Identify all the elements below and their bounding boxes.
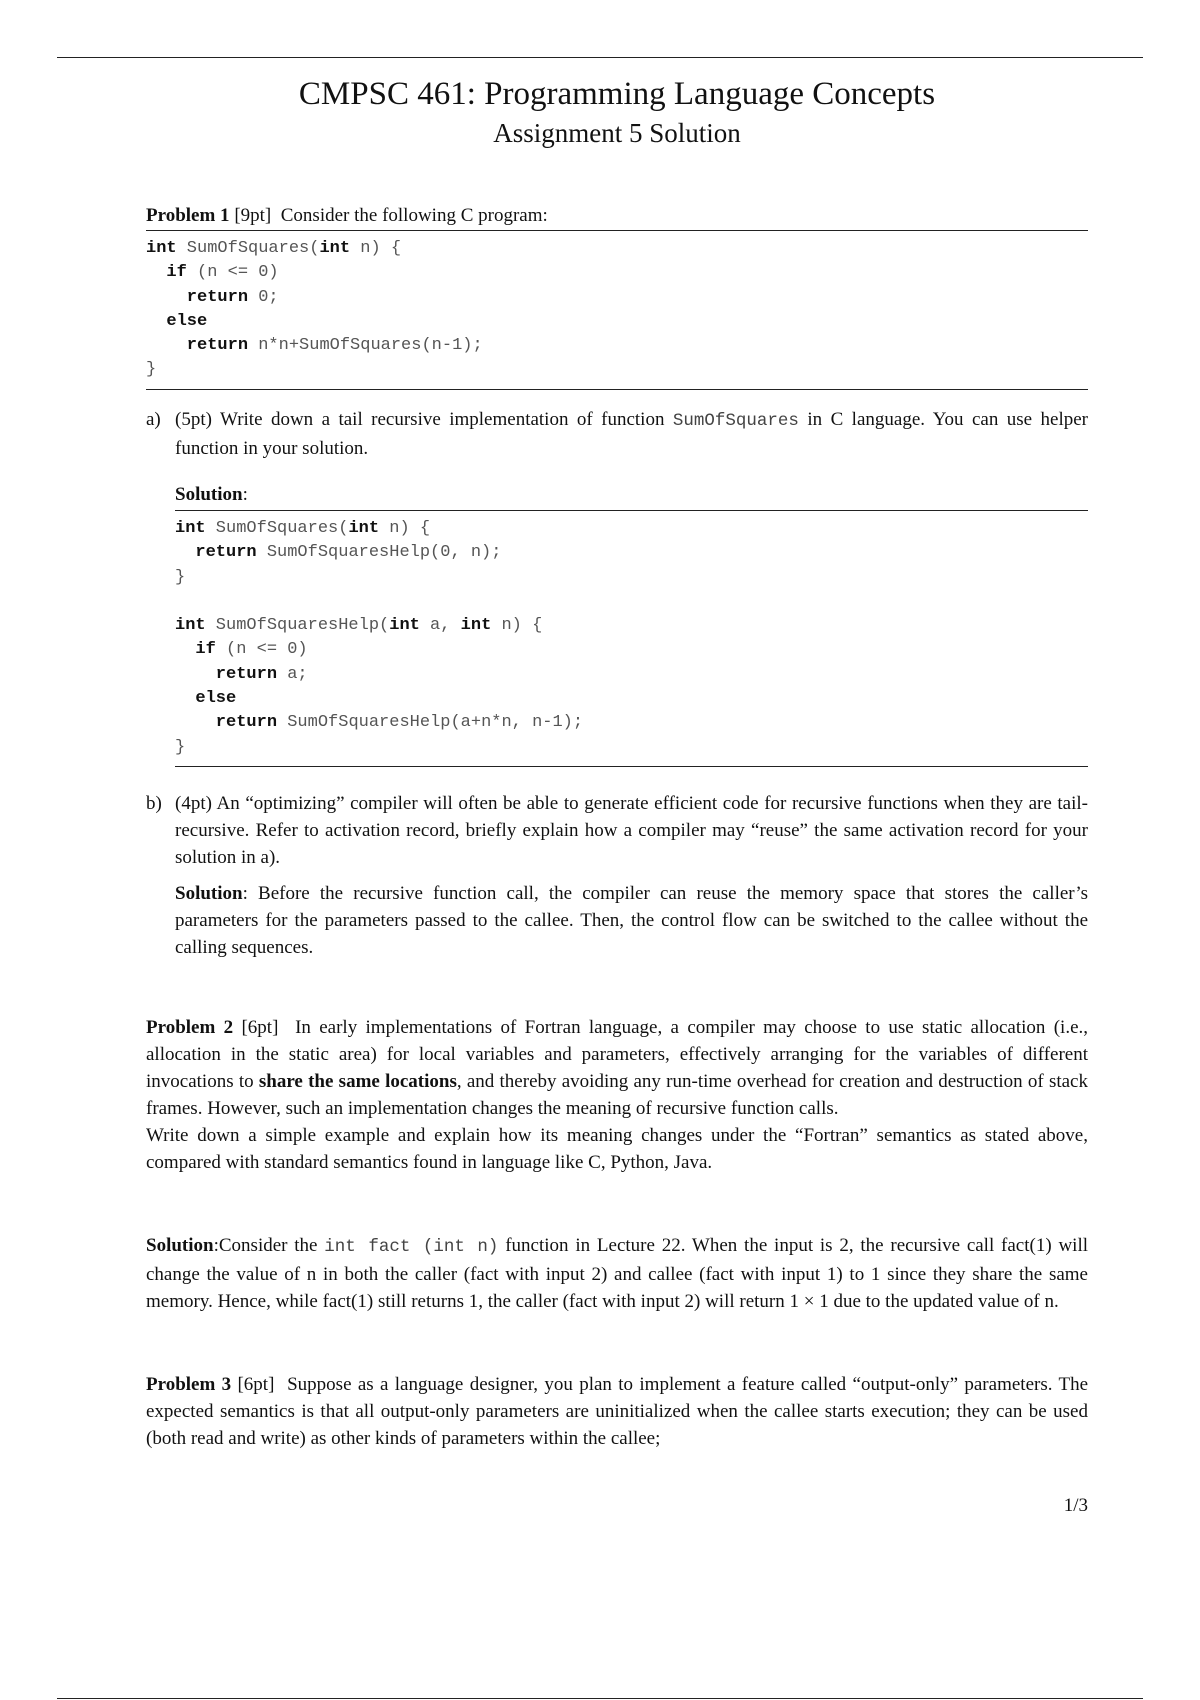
problem1-intro-text: Consider the following C program: — [280, 205, 548, 226]
part-b-solution-label: Solution — [175, 883, 243, 904]
document-subtitle: Assignment 5 Solution — [493, 118, 741, 148]
page-number: 1/3 — [1063, 1495, 1088, 1516]
code-text: } — [146, 360, 157, 380]
problem2-text-3: Write down a simple example and explain how its meaning changes under the “Fortran” semantics as stated above, compared with standard semantics found in language like C, Python, Java. — [146, 1125, 1088, 1173]
code-keyword: return — [175, 664, 278, 684]
problem2-solution-label: Solution — [146, 1235, 214, 1256]
code-text: SumOfSquaresHelp( — [205, 616, 390, 636]
problem2-text-2: , and thereby avoiding any run-time overhead for creation and destruction of stack frames. However, such an implementation changes the meaning of recursive function calls. — [146, 1071, 1088, 1119]
problem2-points: [6pt] — [241, 1017, 279, 1038]
code-line — [175, 640, 308, 659]
code-text: n*n+SumOfSquares(n-1); — [248, 336, 483, 356]
problem2-solution — [146, 1232, 1088, 1315]
part-a-func-name: SumOfSquares — [672, 411, 799, 431]
code-keyword: int — [175, 519, 206, 538]
code-keyword: else — [175, 689, 237, 709]
code-line — [175, 519, 430, 538]
part-b-solution: Solution: Before the recursive function call, the compiler can reuse the memory space that stores the caller’s parameters for the parameters passed to the callee. Then, the control flow can be switched to the callee without the calling sequences. — [175, 883, 1088, 958]
code-text: (n <= 0) — [215, 640, 308, 660]
code-text: } — [175, 567, 186, 587]
problem2-solution-pre: :Consider the — [213, 1235, 318, 1256]
code-text: SumOfSquaresHelp(a+n*n, n-1); — [277, 713, 584, 733]
problem3-body — [146, 1371, 1088, 1452]
code-line — [175, 665, 308, 684]
bottom-rule — [57, 1698, 1143, 1699]
part-b-solution-text: Before the recursive function call, the compiler can reuse the memory space that stores the caller’s parameters for the parameters passed to the callee. Then, the control flow can be switched to the callee without the calling sequences. — [175, 883, 1088, 958]
code-text: } — [175, 737, 186, 757]
problem2-heading: Problem 2 — [146, 1017, 234, 1038]
part-a-solution-heading: Solution: — [175, 484, 248, 505]
part-b-question — [146, 790, 1088, 871]
code-line — [175, 689, 236, 708]
code-text: n) { — [491, 616, 543, 636]
code-line — [146, 360, 156, 379]
part-a-text-before: (5pt) Write down a tail recursive implementation of function — [175, 409, 665, 430]
problem3-heading: Problem 3 — [146, 1374, 232, 1395]
code-keyword: int — [460, 616, 492, 636]
problem2-bold-phrase: share the same locations — [258, 1071, 457, 1092]
problem2-solution-post: function in Lecture 22. When the input is 2, the recursive call fact(1) will change the value of n in both the caller (fact with input 2) and callee (fact with input 1) to 1 since they share the same memory. Hence, while fact(1) still returns 1, the caller (fact with input 2) will return 1 × 1 due to the updated value of n. — [146, 1235, 1089, 1312]
problem1-heading: Problem 1 — [146, 205, 230, 226]
problem1-intro — [146, 202, 1088, 229]
code-line — [175, 568, 185, 587]
code-text: 0; — [248, 287, 279, 307]
code-keyword: int — [175, 616, 206, 636]
problem2-solution-code: int fact (int n) — [324, 1237, 499, 1257]
part-a-question — [146, 406, 1088, 462]
code-line — [175, 713, 583, 732]
code-line — [146, 239, 401, 258]
problem3-points: [6pt] — [237, 1374, 275, 1395]
problem1-code — [146, 231, 1088, 389]
code-text: (n <= 0) — [186, 263, 279, 283]
code-text: a, — [419, 616, 461, 636]
code-keyword: int — [319, 239, 351, 258]
top-rule — [57, 57, 1143, 58]
problem2-body — [146, 1014, 1088, 1176]
problem1-code-listing — [146, 230, 1088, 390]
part-a-label: a) — [146, 409, 161, 430]
code-line — [146, 263, 279, 282]
code-text: SumOfSquares( — [176, 239, 320, 258]
code-line — [175, 738, 185, 757]
code-keyword: if — [146, 263, 187, 283]
code-line — [146, 288, 279, 307]
code-text: SumOfSquaresHelp(0, n); — [256, 543, 502, 563]
document-title: CMPSC 461: Programming Language Concepts — [298, 76, 936, 112]
problem1-points: [9pt] — [234, 205, 272, 226]
problem2-text-1: In early implementations of Fortran language, a compiler may choose to use static allocation (i.e., allocation in the static area) for local variables and parameters, effectively arranging for the variables of different invocations to — [146, 1017, 1089, 1092]
code-line — [146, 312, 207, 331]
code-keyword: else — [146, 311, 208, 331]
part-a-solution-label: Solution — [175, 484, 243, 505]
code-text: a; — [277, 664, 308, 684]
part-a-code-listing — [175, 510, 1088, 767]
code-keyword: return — [175, 543, 257, 563]
code-text: n) { — [379, 519, 431, 538]
code-text: SumOfSquares( — [205, 519, 349, 538]
code-keyword: return — [146, 336, 249, 356]
code-text: n) { — [350, 239, 402, 258]
code-line — [146, 336, 483, 355]
code-keyword: int — [389, 616, 420, 636]
code-line — [175, 543, 501, 562]
code-keyword: return — [175, 713, 278, 733]
part-b-text: (4pt) An “optimizing” compiler will often be able to generate efficient code for recursive functions when they are tail-recursive. Refer to activation record, briefly explain how a compiler may “reuse” the same activation record for your solution in a). — [175, 793, 1088, 868]
part-a-code — [175, 511, 1088, 766]
code-line — [175, 616, 542, 635]
code-keyword: int — [146, 239, 177, 258]
code-keyword: return — [146, 287, 249, 307]
code-keyword: if — [175, 640, 216, 660]
code-keyword: int — [348, 519, 380, 538]
problem3-text: Suppose as a language designer, you plan to implement a feature called “output-only” parameters. The expected semantics is that all output-only parameters are uninitialized when the callee starts execution; they can be used (both read and write) as other kinds of parameters within the callee; — [146, 1374, 1088, 1449]
part-b-label: b) — [146, 793, 162, 814]
part-a-text-after: in C language. You can use helper function in your solution. — [175, 409, 1089, 459]
